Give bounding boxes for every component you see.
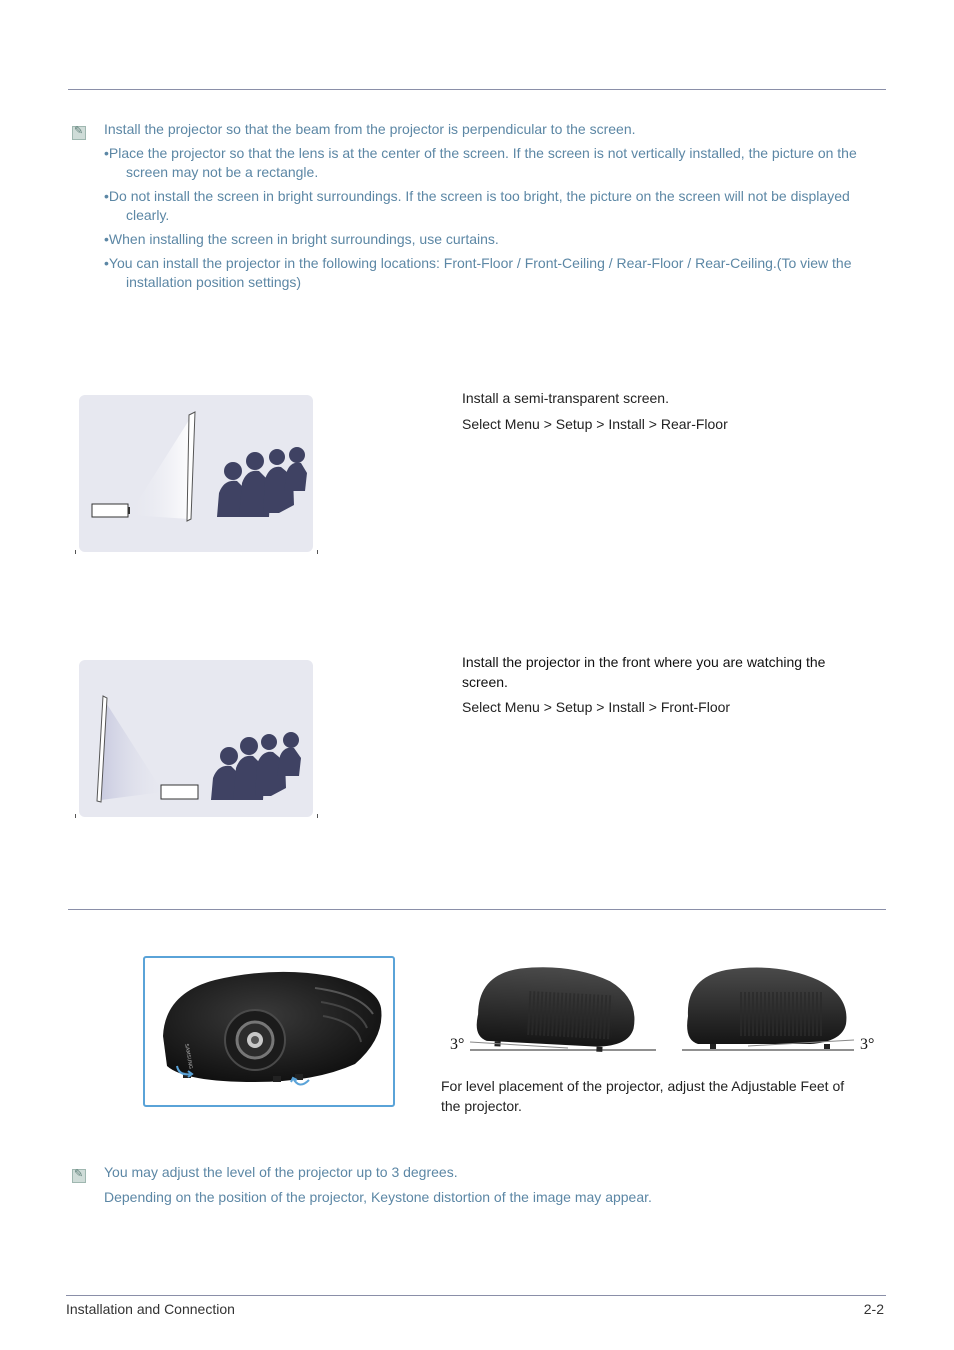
tilted-projector (687, 968, 846, 1049)
tilted-projector (476, 964, 637, 1054)
tilt-angle-left: 3° (450, 1036, 465, 1053)
bullet-line-continued: screen may not be a rectangle. (126, 164, 319, 180)
note-bullet (104, 254, 894, 292)
audience-silhouette (211, 732, 301, 800)
projector-feet-photo (143, 956, 395, 1107)
bullet-line: •When installing the screen in bright surroundings, use curtains. (104, 231, 499, 247)
bullet-line: •Place the projector so that the lens is at the center of the screen. If the screen is not vertically installed, the picture on the (104, 145, 857, 161)
footer-divider (66, 1295, 886, 1296)
note-bullet (104, 144, 894, 182)
note-intro: Install the projector so that the beam from the projector is perpendicular to the screen. (104, 121, 636, 137)
tilt-angle-right: 3° (860, 1036, 875, 1053)
rear-floor-illustration (79, 395, 313, 552)
rear-floor-menu-path: Select Menu > Setup > Install > Rear-Floor (462, 416, 728, 432)
side-view-illustration (448, 958, 878, 1058)
bullet-line-continued: clearly. (126, 207, 170, 223)
front-floor-menu-path: Select Menu > Setup > Install > Front-Floor (462, 699, 731, 715)
front-floor-illustration (79, 660, 313, 817)
front-floor-instruction-line: Install the projector in the front where you are watching the (462, 654, 826, 670)
projector-icon (161, 785, 198, 799)
feet-description-line: For level placement of the projector, adjust the Adjustable Feet of (441, 1078, 845, 1094)
section-divider (68, 909, 886, 910)
note-icon (72, 126, 86, 140)
bullet-line-continued: installation position settings) (126, 274, 302, 290)
crop-mark (317, 550, 318, 554)
note-keystone: Depending on the position of the projector, Keystone distortion of the image may appear. (104, 1189, 652, 1205)
note-bullet (104, 187, 894, 225)
projector-beam (101, 698, 163, 800)
rear-floor-instruction: Install a semi-transparent screen. (462, 390, 669, 406)
top-divider (68, 89, 886, 90)
crop-mark (75, 814, 76, 818)
crop-mark (75, 550, 76, 554)
note-bullet (104, 230, 894, 249)
footer-section-title: Installation and Connection (66, 1301, 235, 1317)
crop-mark (317, 814, 318, 818)
bullet-line: •Do not install the screen in bright surroundings. If the screen is too bright, the picture on the screen will not be displayed (104, 188, 850, 204)
bullet-line: •You can install the projector in the following locations: Front-Floor / Front-Ceiling / Rear-Floor / Rear-Ceiling.(To view the (104, 255, 852, 271)
front-floor-instruction-line: screen. (462, 674, 508, 690)
feet-description (441, 1076, 844, 1116)
audience-silhouette (217, 447, 307, 517)
projector-icon (92, 504, 128, 517)
feet-description-line: the projector. (441, 1098, 522, 1114)
svg-text:SAMSUNG: SAMSUNG (183, 1043, 194, 1070)
note-level: You may adjust the level of the projector up to 3 degrees. (104, 1164, 458, 1180)
projector-beam (129, 417, 191, 519)
footer-page-number: 2-2 (863, 1301, 884, 1317)
front-floor-instruction (462, 652, 825, 692)
note-icon (72, 1169, 86, 1183)
